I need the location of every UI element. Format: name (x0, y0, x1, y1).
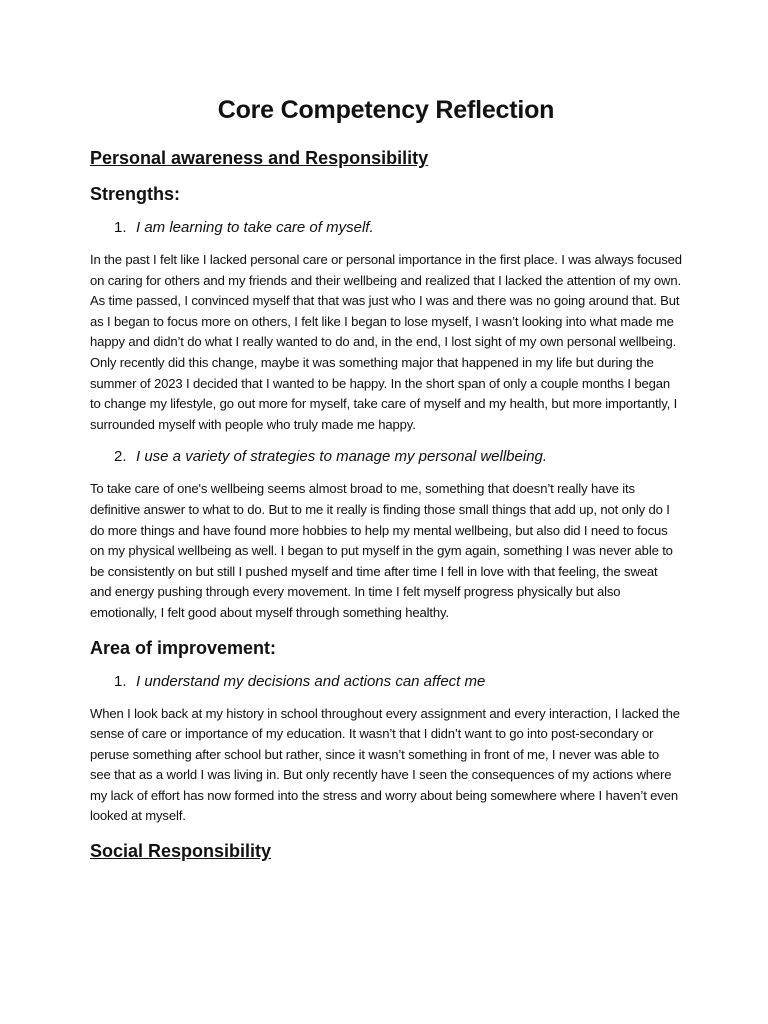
list-number: 1. (114, 219, 127, 236)
page-title: Core Competency Reflection (217, 96, 555, 124)
strength-paragraph-1: In the past I felt like I lacked personal care or personal importance in the first place. I was always focused on caring for others and my friends and their wellbeing and realized that I lacked the attention of my own. As time passed, I convinced myself that that was just who I was and there was no going around that. But as I began to focus more on others, I felt like I began to lose myself, I wasn’t looking into what made me happy and didn’t do what I really wanted to do and, in the end, I lost sight of my own personal wellbeing. Only recently did this change, maybe it was something major that happened in my life but during the summer of 2023 I decided that I wanted to be happy. In the short span of only a couple months I began to change my lifestyle, go out more for myself, take care of myself and my health, but more importantly, I surrounded myself with people who truly made me happy. (90, 252, 682, 432)
strength-title: I am learning to take care of myself. (136, 219, 374, 236)
strength-item-1 (114, 218, 682, 238)
improvement-heading: Area of improvement: (90, 637, 277, 658)
section-heading-personal-awareness: Personal awareness and Responsibility (90, 148, 429, 168)
list-number: 1. (114, 672, 127, 690)
strengths-heading: Strengths: (90, 184, 180, 204)
list-number: 2. (114, 448, 127, 466)
strength-paragraph-2: To take care of one's wellbeing seems almost broad to me, something that doesn’t really have its definitive answer to what to do. But to me it really is finding those small things that add up, not only do I do more things and have found more hobbies to help my mental wellbeing, but also did I need to focus on my physical wellbeing as well. I began to put myself in the gym again, something I was never able to be consistently on but still I pushed myself and time after time I fell in love with that feeling, the sweat and energy pushing through every movement. In time I felt myself progress physically but also emotionally, I felt good about myself through something healthy. (90, 481, 673, 620)
section-heading-social-responsibility: Social Responsibility (90, 841, 272, 862)
improvement-item-1 (114, 672, 682, 692)
strength-item-2 (114, 447, 682, 467)
strength-title: I use a variety of strategies to manage my personal wellbeing. (136, 448, 548, 466)
improvement-title: I understand my decisions and actions can affect me (136, 672, 486, 690)
improvement-paragraph-1: When I look back at my history in school throughout every assignment and every interaction, I lacked the sense of care or importance of my education. It wasn’t that I didn’t want to go into post-secondary or peruse something after school but rather, since it wasn’t something in front of me, I never was able to see that as a world I was living in. But only recently have I seen the consequences of my actions where my lack of effort has now formed into the stress and worry about being somewhere where I haven’t even looked at myself. (90, 705, 680, 824)
